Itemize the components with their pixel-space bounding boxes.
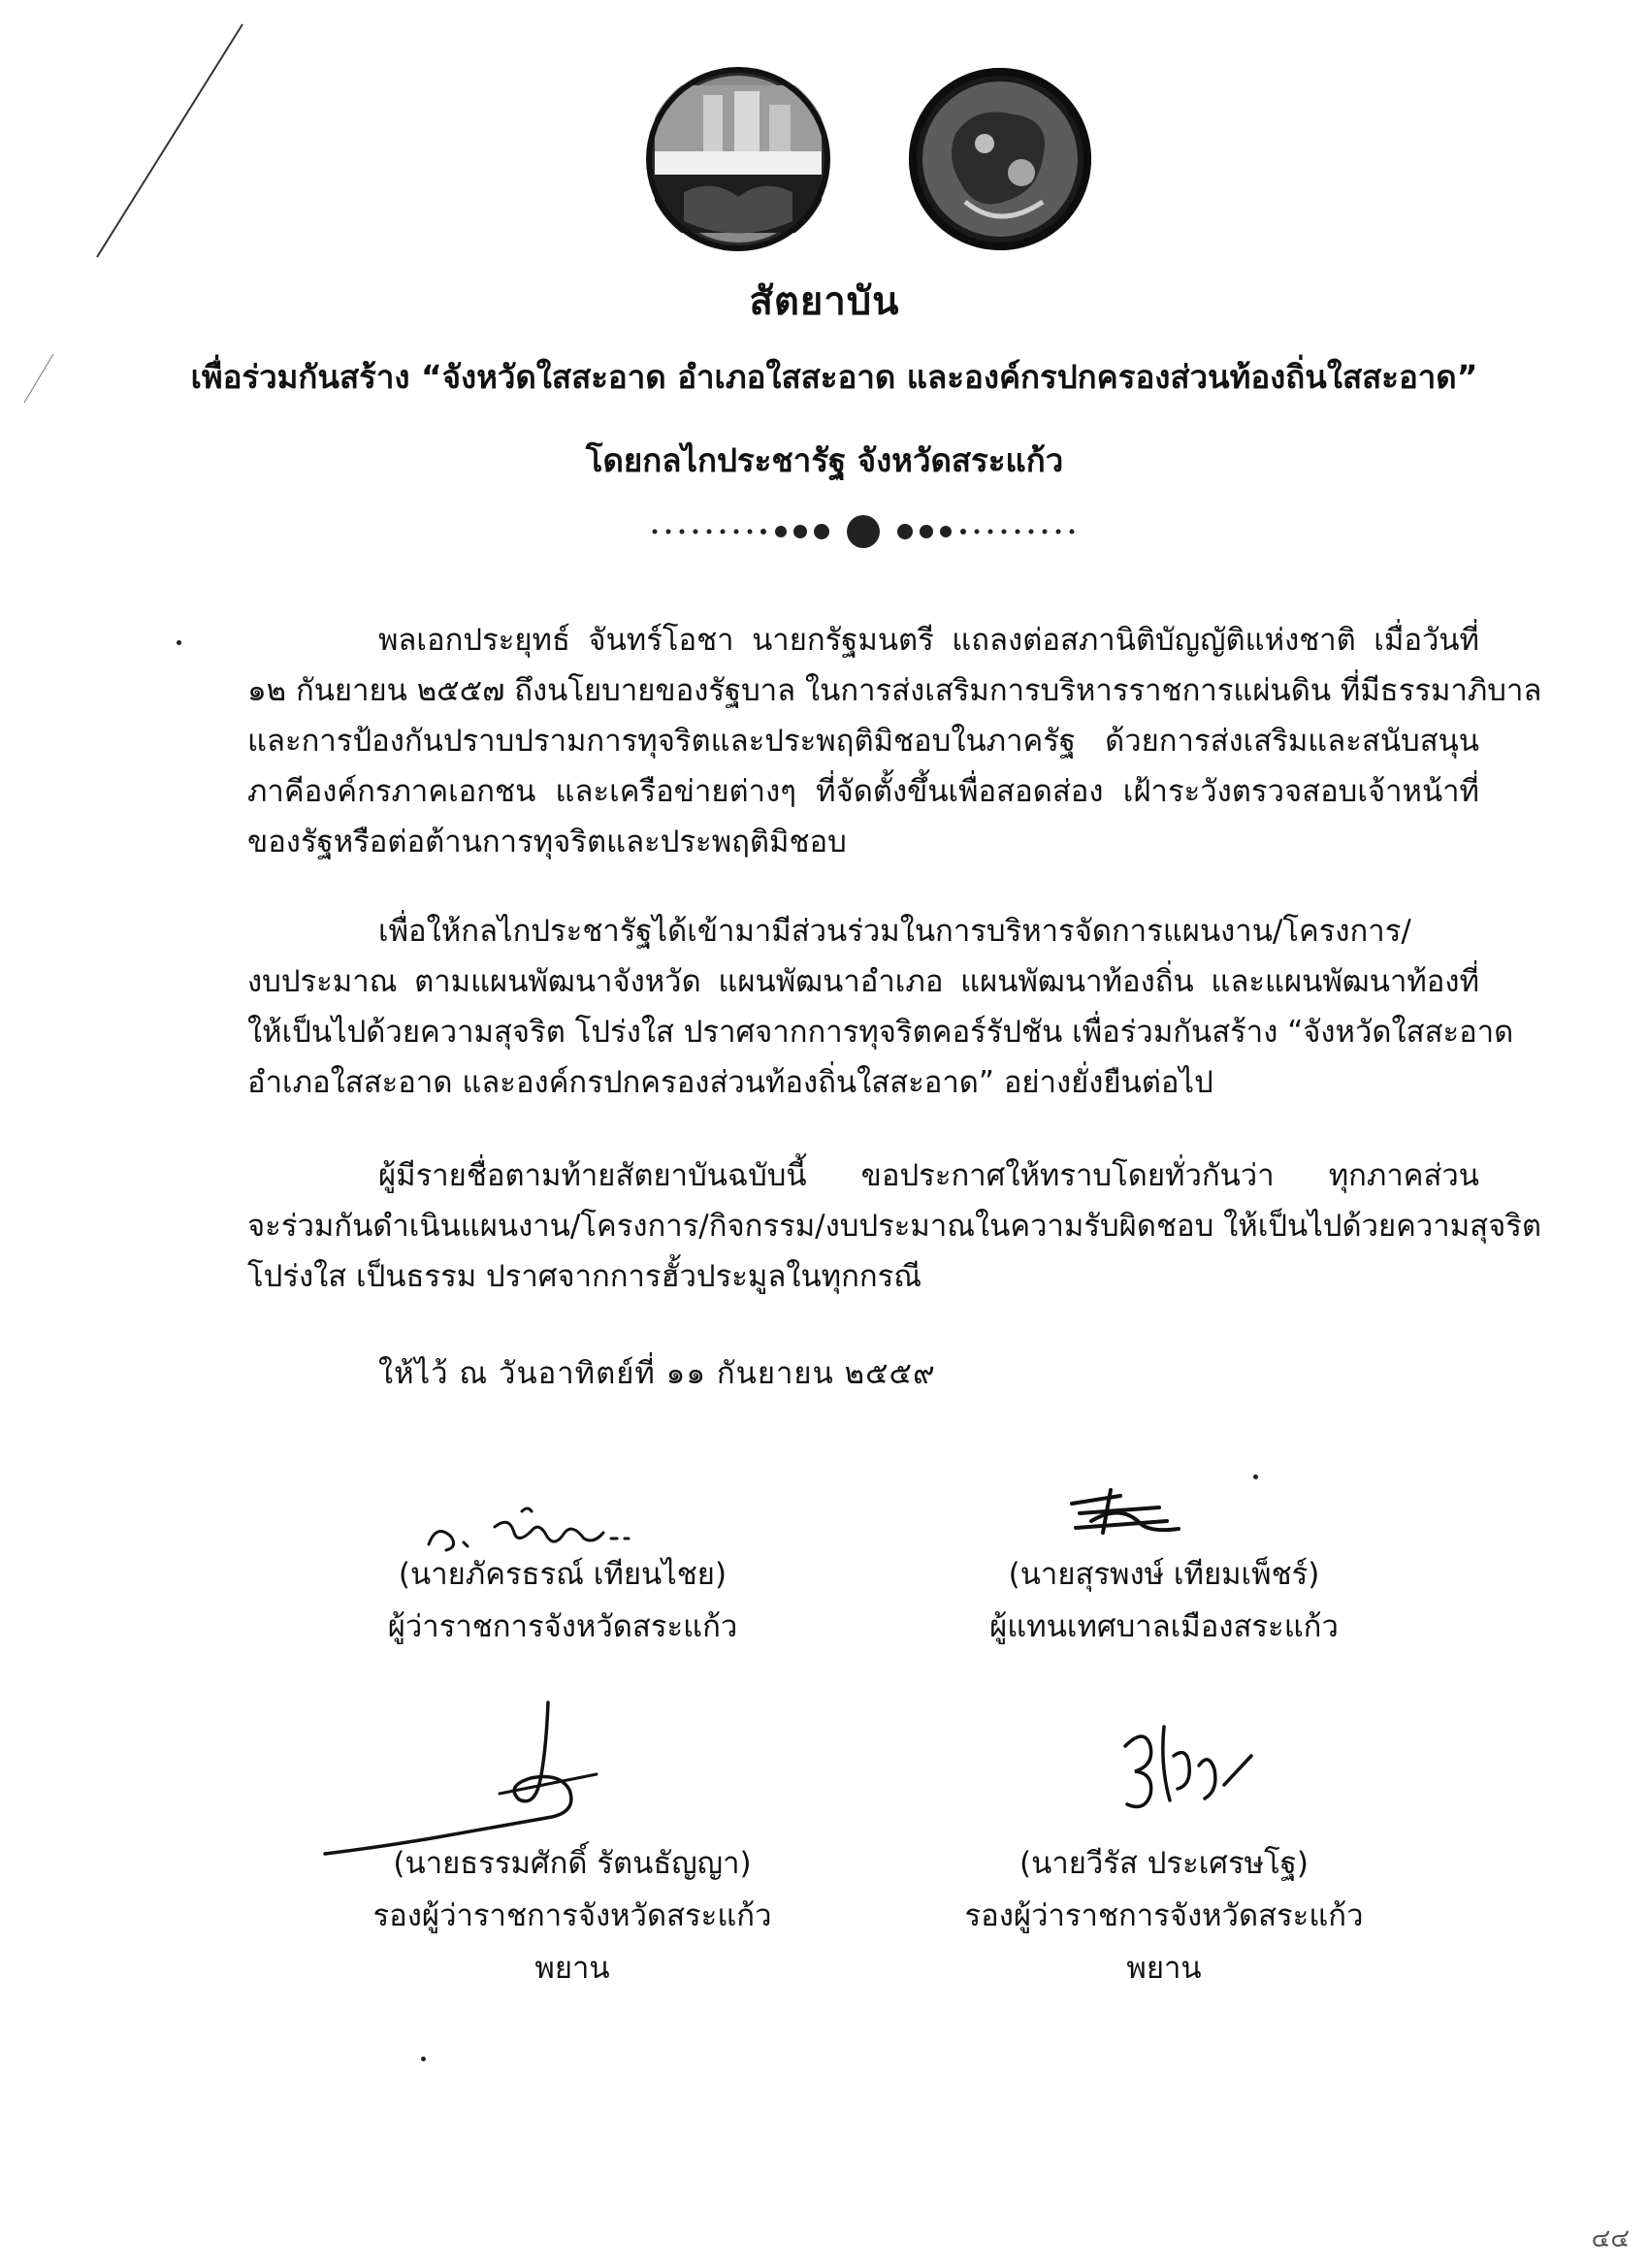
decorative-dot-divider bbox=[645, 512, 1082, 551]
scan-artifact-line-2 bbox=[19, 349, 58, 407]
signatory-position: ผู้ว่าราชการจังหวัดสระแก้ว bbox=[387, 1609, 738, 1644]
paragraph-line: ให้เป็นไปด้วยความสุจริต โปร่งใส ปราศจากการทุจริตคอร์รัปชัน เพื่อร่วมกันสร้าง “จังหวัดใสสะอาด bbox=[247, 1015, 1514, 1050]
page-number: ๔๔ bbox=[1591, 2224, 1630, 2253]
paragraph-line: งบประมาณ ตามแผนพัฒนาจังหวัด แผนพัฒนาอำเภอ แผนพัฒนาท้องถิ่น และแผนพัฒนาท้องที่ bbox=[247, 964, 1479, 999]
paragraph-line: เพื่อให้กลไกประชารัฐได้เข้ามามีส่วนร่วมในการบริหารจัดการแผนงาน/โครงการ/ bbox=[378, 914, 1411, 949]
paragraph-line: โปร่งใส เป็นธรรม ปราศจากการฮั้วประมูลในทุกกรณี bbox=[247, 1259, 922, 1294]
body-paragraph-2 bbox=[247, 906, 1514, 1108]
signatory-name: (นายภัครธรณ์ เทียนไชย) bbox=[398, 1557, 728, 1592]
signatory-name: (นายธรรมศักดิ์ รัตนธัญญา) bbox=[393, 1846, 752, 1881]
signatory-name: (นายสุรพงษ์ เทียมเพ็ชร์) bbox=[1008, 1557, 1320, 1592]
paragraph-line: อำเภอใสสะอาด และองค์กรปกครองส่วนท้องถิ่นใสสะอาด” อย่างยั่งยืนต่อไป bbox=[247, 1065, 1213, 1100]
signatory-block-deputy-governor-2 bbox=[922, 1837, 1406, 1994]
paragraph-line: ผู้มีรายชื่อตามท้ายสัตยาบันฉบับนี้ ขอประกาศให้ทราบโดยทั่วกันว่า ทุกภาคส่วน bbox=[378, 1158, 1479, 1193]
body-paragraph-3 bbox=[247, 1150, 1542, 1302]
signatory-name: (นายวีรัส ประเศรษโฐ) bbox=[1019, 1846, 1309, 1881]
handwritten-signature-4 bbox=[1106, 1717, 1271, 1824]
signatory-role: พยาน bbox=[534, 1951, 610, 1986]
given-date-line: ให้ไว้ ณ วันอาทิตย์ที่ ๑๑ กันยายน ๒๕๕๙ bbox=[378, 1356, 936, 1391]
signatory-block-municipality bbox=[922, 1548, 1406, 1653]
signatory-block-governor bbox=[320, 1548, 805, 1653]
document-subtitle-organizer: โดยกลไกประชารัฐ จังหวัดสระแก้ว bbox=[585, 441, 1064, 479]
signatory-position: รองผู้ว่าราชการจังหวัดสระแก้ว bbox=[372, 1898, 772, 1933]
handwritten-signature-2 bbox=[1052, 1474, 1188, 1552]
province-seal-emblem bbox=[645, 66, 831, 252]
signatory-role: พยาน bbox=[1126, 1951, 1202, 1986]
scan-artifact-line bbox=[87, 19, 252, 262]
paragraph-line: และการป้องกันปราบปรามการทุจริตและประพฤติมิชอบในภาครัฐ ด้วยการส่งเสริมและสนับสนุน bbox=[247, 724, 1479, 759]
signatory-position: รองผู้ว่าราชการจังหวัดสระแก้ว bbox=[964, 1898, 1364, 1933]
document-title: สัตยาบัน bbox=[749, 279, 900, 324]
signatory-block-deputy-governor-1 bbox=[320, 1837, 824, 1994]
paragraph-line: ภาคีองค์กรภาคเอกชน และเครือข่ายต่างๆ ที่จัดตั้งขึ้นเพื่อสอดส่อง เฝ้าระวังตรวจสอบเจ้าหน้าที่ bbox=[247, 774, 1479, 809]
paragraph-line: จะร่วมกันดำเนินแผนงาน/โครงการ/กิจกรรม/งบประมาณในความรับผิดชอบ ให้เป็นไปด้วยความสุจริต bbox=[247, 1209, 1542, 1244]
speck bbox=[421, 2057, 426, 2061]
speck bbox=[177, 640, 181, 645]
body-paragraph-1 bbox=[247, 615, 1542, 867]
speck bbox=[1253, 1474, 1258, 1479]
handwritten-signature-3 bbox=[315, 1693, 635, 1858]
paragraph-line: ๑๒ กันยายน ๒๕๕๗ ถึงนโยบายของรัฐบาล ในการส่งเสริมการบริหารราชการแผ่นดิน ที่มีธรรมาภิบาล bbox=[247, 673, 1542, 708]
signatory-position: ผู้แทนเทศบาลเมืองสระแก้ว bbox=[989, 1609, 1339, 1644]
paragraph-line: พลเอกประยุทธ์ จันทร์โอชา นายกรัฐมนตรี แถลงต่อสภานิติบัญญัติแห่งชาติ เมื่อวันที่ bbox=[378, 623, 1479, 658]
document-subtitle: เพื่อร่วมกันสร้าง “จังหวัดใสสะอาด อำเภอใสสะอาด และองค์กรปกครองส่วนท้องถิ่นใสสะอาด” bbox=[190, 358, 1478, 396]
ministry-seal-emblem bbox=[907, 66, 1093, 252]
paragraph-line: ของรัฐหรือต่อต้านการทุจริตและประพฤติมิชอบ bbox=[247, 825, 847, 859]
